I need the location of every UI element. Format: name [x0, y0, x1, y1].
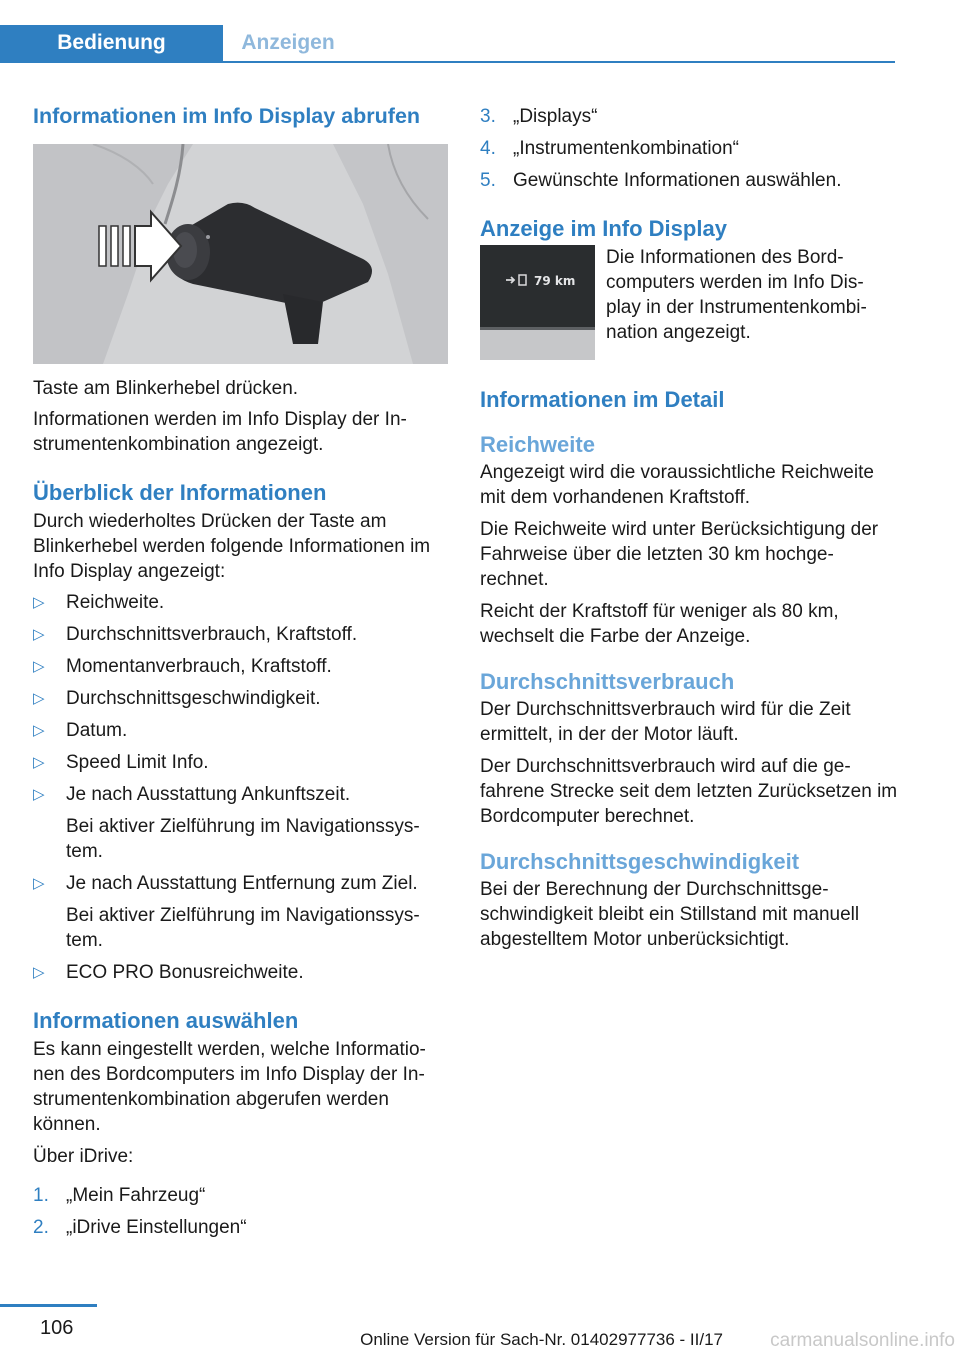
footer-accent-line — [0, 1304, 97, 1307]
list-item-note: Bei aktiver Zielführung im Navigationssys-tem. — [66, 816, 420, 862]
range-reading: 79 km — [534, 274, 576, 288]
step-list-left — [33, 1183, 449, 1240]
triangle-bullet-icon: ▷ — [33, 964, 45, 981]
reichweite-text-2: Die Reichweite wird unter Berücksichtigung der Fahrweise über die letzten 30 km hochge-rechnet. — [480, 519, 879, 590]
subtitle-durchschnittsgeschwindigkeit: Durchschnittsgeschwindigkeit — [480, 849, 800, 874]
list-item: ▷ Durchschnittsverbrauch, Kraftstoff. — [33, 624, 358, 645]
display-block — [480, 245, 898, 360]
step-list-right — [480, 104, 898, 193]
info-display-image — [480, 245, 595, 360]
list-item: ▷ Je nach Ausstattung Entfernung zum Ziel. Bei aktiver Zielführung im Navigationssys-tem. — [33, 871, 449, 953]
list-item: 2. „iDrive Einstellungen“ — [33, 1217, 247, 1238]
list-item: 1. „Mein Fahrzeug“ — [33, 1185, 206, 1206]
triangle-bullet-icon: ▷ — [33, 875, 45, 892]
right-column — [480, 100, 898, 952]
reichweite-text-1: Angezeigt wird die voraussichtliche Reichweite mit dem vorhandenen Kraftstoff. — [480, 462, 874, 508]
geschwindigkeit-text: Bei der Berechnung der Durchschnittsge-schwindigkeit bleibt ein Stillstand mit manuell abgestelltem Motor unberücksichtigt. — [480, 879, 860, 950]
section-title-detail: Informationen im Detail — [480, 387, 725, 412]
header-divider — [0, 61, 895, 63]
verbrauch-text-2: Der Durchschnittsverbrauch wird auf die ge-fahrene Strecke seit dem letzten Zurücksetzen im Bordcomputer berechnet. — [480, 756, 898, 827]
blinker-lever-image — [33, 144, 448, 364]
tab-anzeigen[interactable]: Anzeigen — [241, 31, 335, 54]
triangle-bullet-icon: ▷ — [33, 594, 45, 611]
overview-intro: Durch wiederholtes Drücken der Taste am Blinkerhebel werden folgende Informationen im Info Display angezeigt: — [33, 511, 431, 582]
triangle-bullet-icon: ▷ — [33, 658, 45, 675]
tab-bedienung[interactable]: Bedienung — [0, 25, 223, 61]
list-item: ▷ Durchschnittsgeschwindigkeit. — [33, 688, 321, 709]
list-item: ▷ ECO PRO Bonusreichweite. — [33, 962, 304, 983]
subtitle-reichweite: Reichweite — [480, 432, 595, 457]
online-version-text: Online Version für Sach-Nr. 01402977736 - II/17 — [360, 1330, 723, 1349]
list-item: 4. „Instrumentenkombination“ — [480, 138, 739, 159]
section-title-ueberblick: Überblick der Informationen — [33, 480, 327, 505]
instruction-text: Taste am Blinkerhebel drücken. — [33, 378, 299, 399]
info-text: Informationen werden im Info Display der In-strumentenkombination angezeigt. — [33, 409, 407, 455]
list-item: 5. Gewünschte Informationen auswählen. — [480, 170, 842, 191]
header-tabs — [0, 25, 895, 63]
triangle-bullet-icon: ▷ — [33, 754, 45, 771]
list-item: ▷ Je nach Ausstattung Ankunftszeit. Bei aktiver Zielführung im Navigationssys-tem. — [33, 782, 449, 864]
list-item: 3. „Displays“ — [480, 106, 598, 127]
section-title-auswaehlen: Informationen auswählen — [33, 1008, 299, 1033]
subtitle-durchschnittsverbrauch: Durchschnittsverbrauch — [480, 669, 735, 694]
triangle-bullet-icon: ▷ — [33, 786, 45, 803]
list-item: ▷ Momentanverbrauch, Kraftstoff. — [33, 656, 332, 677]
select-info-text: Es kann eingestellt werden, welche Informatio-nen des Bordcomputers im Info Display der In-strumentenkombination abgerufen werden können. — [33, 1039, 426, 1135]
display-description: Die Informationen des Bord-computers werden im Info Dis-play in der Instrumentenkombi-nation angezeigt. — [606, 247, 867, 343]
section-title-info-abrufen: Informationen im Info Display abrufen — [33, 104, 421, 128]
idrive-label: Über iDrive: — [33, 1146, 134, 1167]
list-item-note: Bei aktiver Zielführung im Navigationssys-tem. — [66, 905, 420, 951]
verbrauch-text-1: Der Durchschnittsverbrauch wird für die Zeit ermittelt, in der der Motor läuft. — [480, 699, 851, 745]
info-bullet-list — [33, 590, 449, 985]
left-column — [33, 100, 449, 1240]
triangle-bullet-icon: ▷ — [33, 722, 45, 739]
reichweite-text-3: Reicht der Kraftstoff für weniger als 80 km, wechselt die Farbe der Anzeige. — [480, 601, 839, 647]
page-number: 106 — [40, 1317, 74, 1339]
watermark: carmanualsonline.info — [770, 1330, 955, 1351]
list-item: ▷ Datum. — [33, 720, 128, 741]
list-item: ▷ Speed Limit Info. — [33, 752, 209, 773]
list-item: ▷ Reichweite. — [33, 592, 165, 613]
section-title-anzeige: Anzeige im Info Display — [480, 216, 727, 241]
triangle-bullet-icon: ▷ — [33, 690, 45, 707]
triangle-bullet-icon: ▷ — [33, 626, 45, 643]
